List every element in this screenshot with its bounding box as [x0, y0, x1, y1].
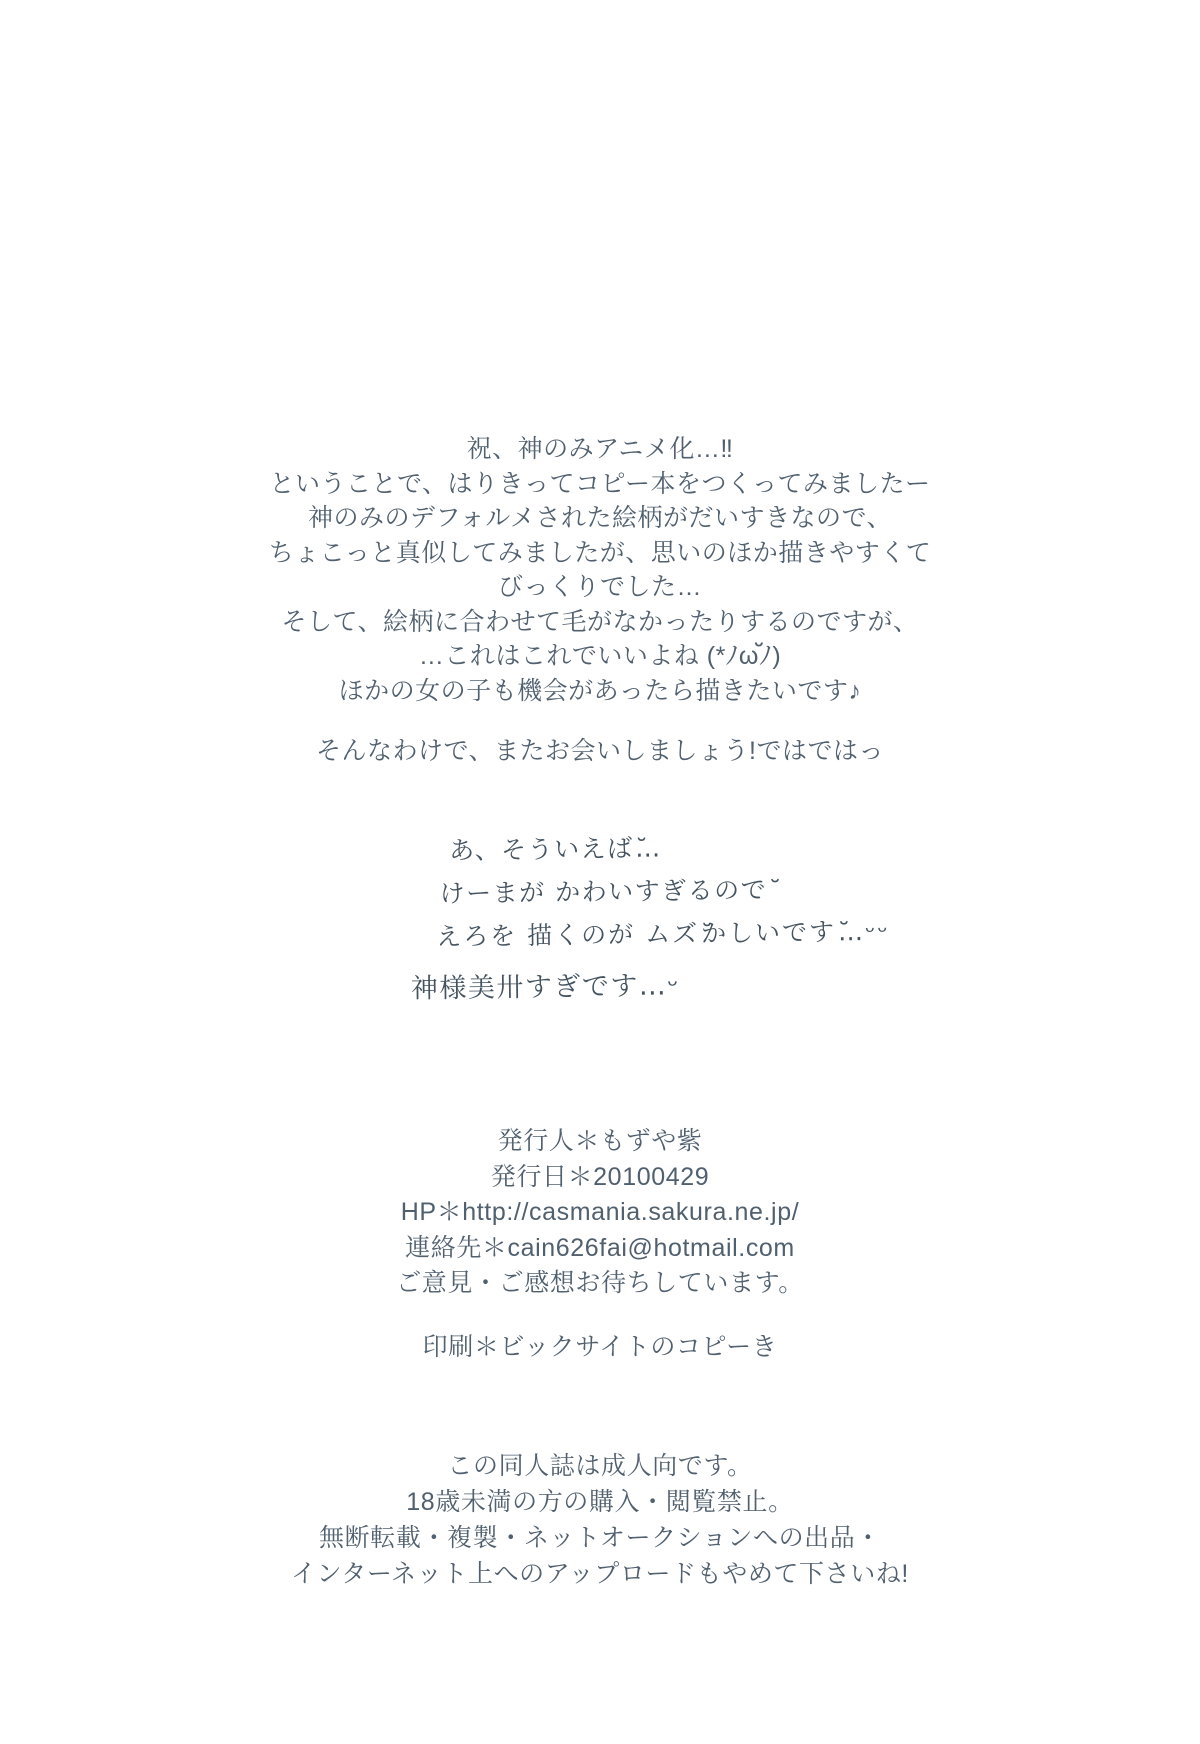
afterword-line: 祝、神のみアニメ化…‼: [466, 435, 734, 463]
colophon-feedback: ご意見・ご感想お待ちしています。: [396, 1269, 804, 1297]
afterword-line: …これはこれでいいよね (*ﾉωﬞﾉ): [418, 642, 782, 670]
colophon-date: 発行日＊20100429: [490, 1162, 710, 1191]
legal-notice-line: 無断転載・複製・ネットオークションへの出品・: [319, 1524, 881, 1552]
legal-notice-line: この同人誌は成人向です。: [447, 1452, 753, 1480]
afterword-line: ということで、はりきってコピー本をつくってみましたー: [269, 469, 931, 498]
handwritten-line: けーまが かわいすぎるのでﬞ: [439, 875, 769, 909]
afterword-line: びっくりでした…: [497, 573, 702, 601]
handwritten-line: あ、そういえばﬞ…: [448, 833, 662, 866]
afterword-line: 神のみのデフォルメされた絵柄がだいすきなので、: [307, 504, 892, 532]
afterword-closing: そんなわけで、またお会いしましょう!ではではっ: [316, 737, 884, 765]
colophon-block: [0, 1124, 1200, 1365]
legal-notice-line: インターネット上へのアップロードもやめて下さいね!: [291, 1560, 909, 1588]
handwritten-line: 神様美卅すぎです…ᵕ: [410, 970, 681, 1005]
afterword-line: ほかの女の子も機会があったら描きたいです♪: [338, 676, 862, 705]
colophon-publisher: 発行人＊もずや紫: [497, 1127, 703, 1155]
handwritten-line: えろを 描くのが ムズﬞかしいですﬞ…ᵕᵕ: [436, 916, 890, 952]
afterword-spacer: [0, 708, 1200, 734]
afterword-block: [0, 432, 1200, 769]
colophon-homepage: HP＊http://casmania.sakura.ne.jp/: [400, 1198, 800, 1226]
colophon-contact: 連絡先＊cain626fai@hotmail.com: [405, 1233, 795, 1262]
legal-notice-block: [0, 1448, 1200, 1592]
legal-notice-line: 18歳未満の方の購入・閲覧禁止。: [406, 1488, 794, 1516]
colophon-spacer: [0, 1302, 1200, 1330]
afterword-line: ちょこっと真似してみましたが、思いのほか描きやすくて: [268, 538, 932, 567]
afterword-line: そして、絵柄に合わせて毛がなかったりするのですが、: [281, 607, 919, 636]
colophon-printing: 印刷＊ビックサイトのコピーき: [422, 1332, 778, 1361]
handwritten-note: [410, 823, 961, 1013]
